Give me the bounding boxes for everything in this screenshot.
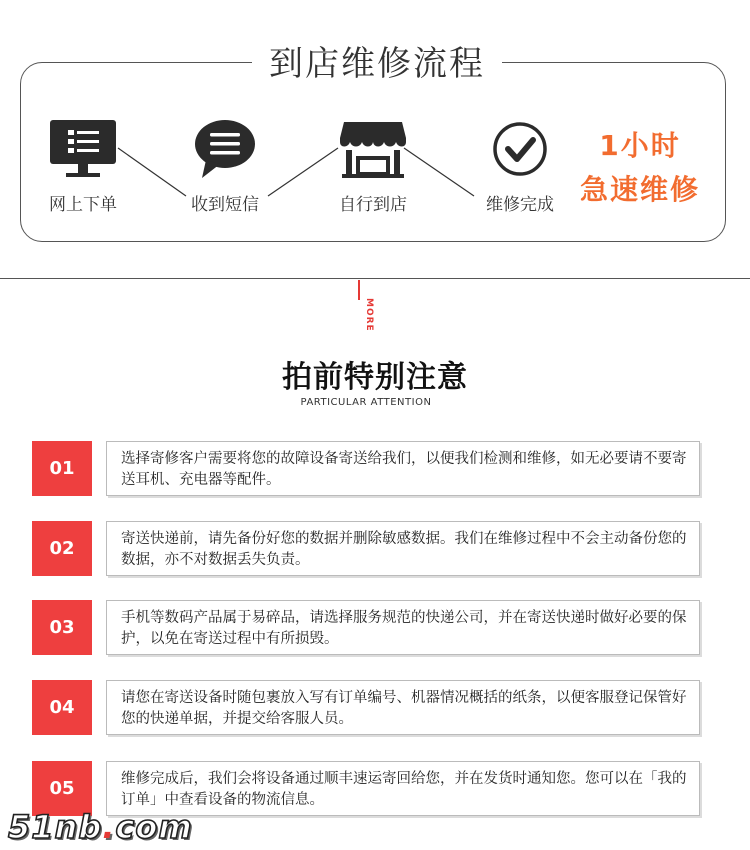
note-text-box: 维修完成后，我们会将设备通过顺丰速运寄回给您，并在发货时通知您。您可以在「我的订单」中查看设备的物流信息。 bbox=[106, 761, 700, 816]
note-text-box: 请您在寄送设备时随包裹放入写有订单编号、机器情况概括的纸条，以便客服登记保管好您的快递单据，并提交给客服人员。 bbox=[106, 680, 700, 735]
note-number-badge: 01 bbox=[32, 441, 92, 496]
notice-subtitle: PARTICULAR ATTENTION bbox=[300, 397, 432, 408]
step-label: 网上下单 bbox=[49, 195, 117, 215]
notice-title: 拍前特别注意 bbox=[282, 360, 468, 395]
note-number-badge: 05 bbox=[32, 761, 92, 816]
note-number-badge: 04 bbox=[32, 680, 92, 735]
flow-step-go-to-store bbox=[318, 118, 428, 215]
promo-line-2: 急速维修 bbox=[579, 173, 700, 206]
step-label: 自行到店 bbox=[339, 195, 407, 215]
check-circle-icon bbox=[485, 118, 555, 180]
monitor-list-icon bbox=[48, 118, 118, 180]
promo-line-1: 1小时 bbox=[599, 129, 681, 162]
express-repair-promo bbox=[575, 124, 705, 212]
flow-step-order-online bbox=[28, 118, 138, 215]
section-divider bbox=[0, 278, 750, 279]
site-watermark bbox=[8, 808, 193, 846]
step-label: 收到短信 bbox=[191, 195, 259, 215]
more-marker-bar bbox=[358, 280, 360, 300]
flow-step-receive-sms bbox=[170, 118, 280, 215]
note-text-box: 寄送快递前，请先备份好您的数据并删除敏感数据。我们在维修过程中不会主动备份您的数据，亦不对数据丢失负责。 bbox=[106, 521, 700, 576]
more-label: MORE bbox=[364, 298, 374, 332]
step-label: 维修完成 bbox=[486, 195, 554, 215]
note-text-box: 选择寄修客户需要将您的故障设备寄送给我们，以便我们检测和维修，如无必要请不要寄送耳机、充电器等配件。 bbox=[106, 441, 700, 496]
flow-step-repair-done bbox=[465, 118, 575, 215]
store-icon bbox=[338, 118, 408, 180]
watermark-dot: . bbox=[102, 808, 116, 846]
watermark-part: 51nb bbox=[8, 808, 103, 846]
watermark-part: com bbox=[115, 808, 193, 846]
message-bubble-icon bbox=[190, 118, 260, 180]
note-text-box: 手机等数码产品属于易碎品，请选择服务规范的快递公司，并在寄送快递时做好必要的保护，以免在寄送过程中有所损毁。 bbox=[106, 600, 700, 655]
note-number-badge: 02 bbox=[32, 521, 92, 576]
flow-title: 到店维修流程 bbox=[252, 40, 502, 88]
note-number-badge: 03 bbox=[32, 600, 92, 655]
